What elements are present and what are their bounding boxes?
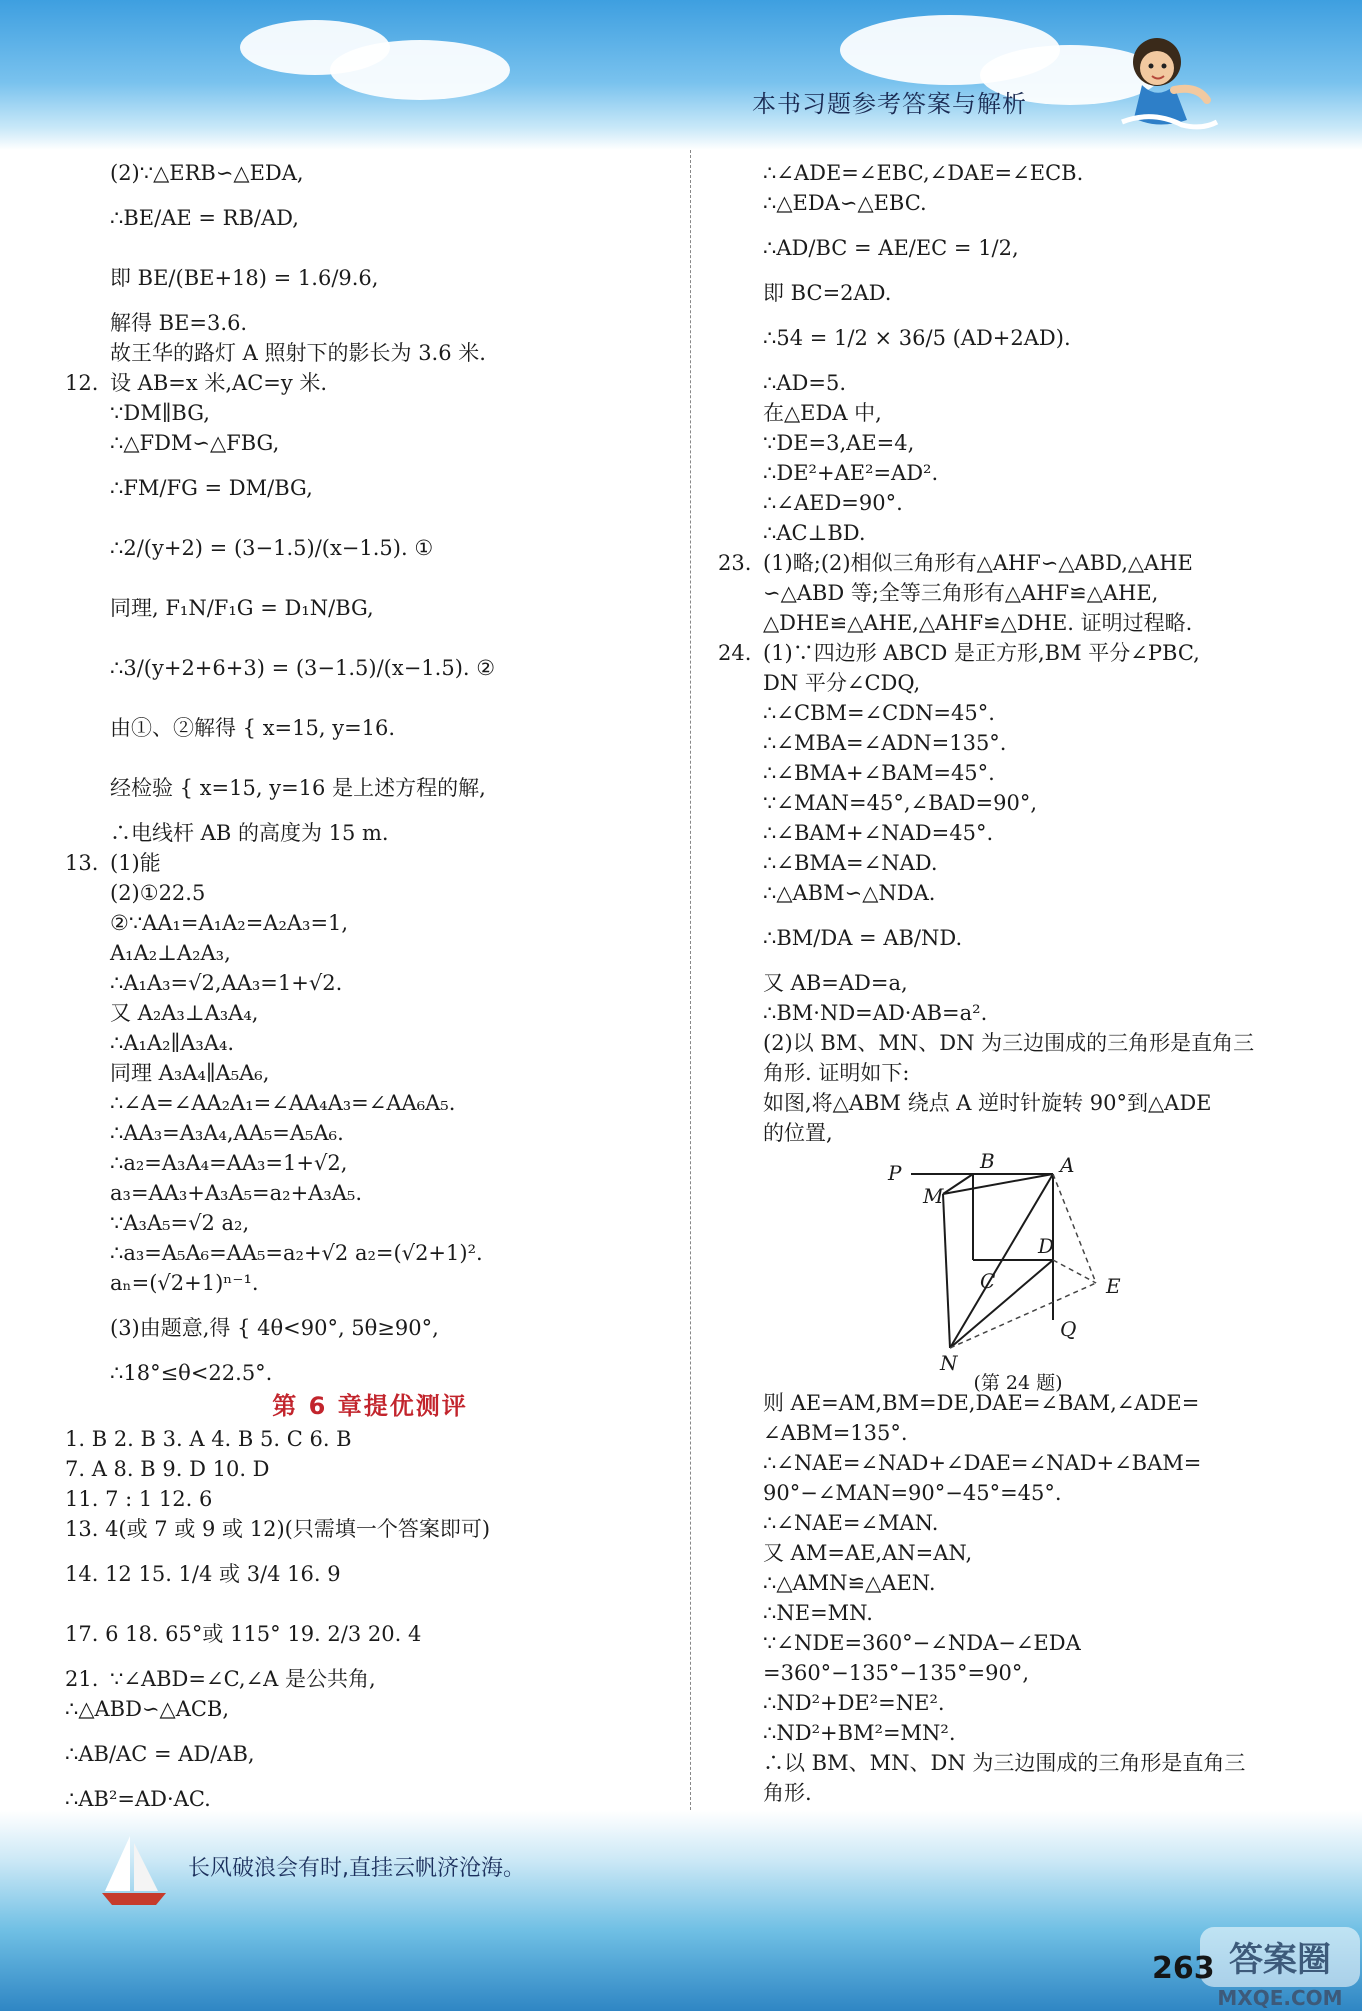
answer-line xyxy=(718,1568,1318,1598)
answer-line xyxy=(65,1148,675,1178)
answer-text: ∴AB/AC = AD/AB, xyxy=(65,1742,255,1766)
answer-line xyxy=(718,398,1318,428)
answer-line xyxy=(718,1448,1318,1478)
answer-line xyxy=(65,1694,675,1724)
answer-text: 故王华的路灯 A 照射下的影长为 3.6 米. xyxy=(110,341,486,365)
answer-text: 7. A 8. B 9. D 10. D xyxy=(65,1457,270,1481)
answer-text: 13. 4(或 7 或 9 或 12)(只需填一个答案即可) xyxy=(65,1517,491,1541)
answer-text: ∵∠ABD=∠C,∠A 是公共角, xyxy=(110,1667,376,1691)
label-Q: Q xyxy=(1060,1317,1077,1341)
answer-line xyxy=(65,1238,675,1268)
answer-text: ∴∠A=∠AA₂A₁=∠AA₄A₃=∠AA₆A₅. xyxy=(110,1091,456,1115)
answer-line xyxy=(65,968,675,998)
answer-line xyxy=(718,1478,1318,1508)
answer-text: 经检验 { x=15, y=16 是上述方程的解, xyxy=(110,776,486,800)
right-answer-lines xyxy=(718,158,1318,1148)
answer-line xyxy=(65,458,675,518)
answer-text: 又 A₂A₃⊥A₃A₄, xyxy=(110,1001,259,1025)
answer-text: ∵A₃A₅=√2 a₂, xyxy=(110,1211,250,1235)
answer-line xyxy=(65,1118,675,1148)
answer-line xyxy=(65,248,675,308)
answer-line xyxy=(65,1208,675,1238)
answer-text: ∠ABM=135°. xyxy=(763,1421,908,1445)
answer-text: ∴A₁A₃=√2,AA₃=1+√2. xyxy=(110,971,343,995)
answer-text: DN 平分∠CDQ, xyxy=(763,671,921,695)
answer-text: ∴BM·ND=AD·AB=a². xyxy=(763,1001,988,1025)
answer-text: ∴AA₃=A₃A₄,AA₅=A₅A₆. xyxy=(110,1121,344,1145)
answer-line xyxy=(65,878,675,908)
answer-text: (1)略;(2)相似三角形有△AHF∽△ABD,△AHE xyxy=(763,551,1193,575)
answer-text: ∴DE²+AE²=AD². xyxy=(763,461,939,485)
answer-line xyxy=(65,938,675,968)
answer-text: (1)∵四边形 ABCD 是正方形,BM 平分∠PBC, xyxy=(763,641,1200,665)
answer-text: ∴∠ADE=∠EBC,∠DAE=∠ECB. xyxy=(763,161,1084,185)
page-footer xyxy=(0,1811,1362,2011)
answer-text: 即 BC=2AD. xyxy=(763,281,892,305)
answer-text: 角形. 证明如下: xyxy=(763,1061,910,1085)
cloud-decoration xyxy=(330,40,510,100)
footer-slogan: 长风破浪会有时,直挂云帆济沧海。 xyxy=(188,1856,525,1881)
answer-line xyxy=(718,668,1318,698)
answer-line xyxy=(718,218,1318,278)
answer-line xyxy=(718,368,1318,398)
answer-line xyxy=(718,1118,1318,1148)
answer-line xyxy=(65,698,675,758)
page-number: 263 xyxy=(1152,1951,1215,1986)
answer-line xyxy=(65,638,675,698)
answer-text: ∴△AMN≌△AEN. xyxy=(763,1571,936,1595)
answer-line xyxy=(65,998,675,1028)
answer-text: ∴∠NAE=∠NAD+∠DAE=∠NAD+∠BAM= xyxy=(763,1451,1202,1475)
answer-text: ∵DM∥BG, xyxy=(110,401,210,425)
answer-text: 在△EDA 中, xyxy=(763,401,882,425)
answer-text: (2)①22.5 xyxy=(110,881,206,905)
answer-line xyxy=(65,1604,675,1664)
answer-text: A₁A₂⊥A₂A₃, xyxy=(110,941,231,965)
answer-text: ∴∠AED=90°. xyxy=(763,491,903,515)
answer-line xyxy=(718,698,1318,728)
answer-text: ∴A₁A₂∥A₃A₄. xyxy=(110,1031,235,1055)
column-divider xyxy=(690,150,691,1825)
answer-line xyxy=(65,1484,675,1514)
answer-line xyxy=(65,308,675,338)
answer-line xyxy=(65,398,675,428)
question-number: 12. xyxy=(65,371,99,395)
answer-line xyxy=(65,578,675,638)
answer-line xyxy=(65,428,675,458)
answer-text: aₙ=(√2+1)ⁿ⁻¹. xyxy=(110,1271,259,1295)
answer-line xyxy=(718,1778,1318,1808)
answer-line xyxy=(718,1658,1318,1688)
answer-line xyxy=(65,1088,675,1118)
answer-line xyxy=(65,1358,675,1388)
label-A: A xyxy=(1060,1153,1075,1177)
answer-line xyxy=(65,1028,675,1058)
answer-text: ∴∠BAM+∠NAD=45°. xyxy=(763,821,994,845)
answer-line xyxy=(718,1388,1318,1418)
answer-text: ∴NE=MN. xyxy=(763,1601,873,1625)
answer-text: ∴△ABM∽△NDA. xyxy=(763,881,936,905)
answer-text: 解得 BE=3.6. xyxy=(110,311,248,335)
answer-line xyxy=(718,1028,1318,1058)
right-answer-lines-after-figure xyxy=(718,1388,1318,1838)
answer-text: ∴AC⊥BD. xyxy=(763,521,866,545)
answer-line xyxy=(65,188,675,248)
answer-text: 如图,将△ABM 绕点 A 逆时针旋转 90°到△ADE xyxy=(763,1091,1212,1115)
answer-line xyxy=(65,1424,675,1454)
answer-text: ∴AD=5. xyxy=(763,371,846,395)
answer-line xyxy=(65,1544,675,1604)
answer-text: ∴a₃=A₅A₆=AA₅=a₂+√2 a₂=(√2+1)². xyxy=(110,1241,483,1265)
label-P: P xyxy=(888,1161,902,1185)
answer-text: ∵DE=3,AE=4, xyxy=(763,431,915,455)
answer-line xyxy=(718,1058,1318,1088)
section-title: 第 6 章提优测评 xyxy=(272,1392,468,1420)
page-header xyxy=(0,0,1362,150)
answer-line xyxy=(718,758,1318,788)
answer-line xyxy=(65,1268,675,1298)
answer-line xyxy=(718,878,1318,908)
answer-line xyxy=(718,968,1318,998)
answer-text: 14. 12 15. 1/4 或 3/4 16. 9 xyxy=(65,1562,341,1586)
answer-text: (2)∵△ERB∽△EDA, xyxy=(110,161,304,185)
answer-line xyxy=(718,518,1318,548)
answer-line xyxy=(65,368,675,398)
answer-line xyxy=(718,188,1318,218)
question-number: 24. xyxy=(718,641,752,665)
answer-line xyxy=(65,518,675,578)
left-answer-lines-after-section xyxy=(65,1424,675,1844)
answer-line xyxy=(65,1664,675,1694)
answer-line xyxy=(718,578,1318,608)
label-D: D xyxy=(1038,1234,1055,1258)
answer-text: ∴AB²=AD·AC. xyxy=(65,1787,211,1811)
answer-line xyxy=(65,848,675,878)
answer-text: 角形. xyxy=(763,1781,812,1805)
answer-line xyxy=(65,1178,675,1208)
answer-line xyxy=(718,488,1318,518)
answer-text: ∴△ABD∽△ACB, xyxy=(65,1697,230,1721)
answer-text: 又 AB=AD=a, xyxy=(763,971,908,995)
answer-text: =360°−135°−135°=90°, xyxy=(763,1661,1030,1685)
answer-text: ∴54 = 1/2 × 36/5 (AD+2AD). xyxy=(763,326,1071,350)
figure-caption: (第 24 题) xyxy=(973,1372,1063,1394)
answer-line xyxy=(65,1724,675,1784)
answer-text: ∴∠MBA=∠ADN=135°. xyxy=(763,731,1007,755)
answer-text: 11. 7 : 1 12. 6 xyxy=(65,1487,213,1511)
answer-line xyxy=(718,848,1318,878)
answer-text: (1)能 xyxy=(110,851,161,875)
question-number: 13. xyxy=(65,851,99,875)
answer-line xyxy=(718,548,1318,578)
answer-text: 则 AE=AM,BM=DE,DAE=∠BAM,∠ADE= xyxy=(763,1391,1200,1415)
answer-line xyxy=(718,638,1318,668)
answer-text: 由①、②解得 { x=15, y=16. xyxy=(110,716,396,740)
question-number: 23. xyxy=(718,551,752,575)
answer-line xyxy=(718,998,1318,1028)
answer-line xyxy=(718,608,1318,638)
answer-text: ∴ND²+BM²=MN². xyxy=(763,1721,956,1745)
answer-line xyxy=(718,1598,1318,1628)
answer-text: 设 AB=x 米,AC=y 米. xyxy=(110,371,328,395)
answer-text: ∴△EDA∽△EBC. xyxy=(763,191,927,215)
answer-line xyxy=(65,908,675,938)
answer-text: 90°−∠MAN=90°−45°=45°. xyxy=(763,1481,1062,1505)
right-column xyxy=(718,158,1318,1838)
answer-line xyxy=(65,818,675,848)
answer-text: ∴∠CBM=∠CDN=45°. xyxy=(763,701,995,725)
answer-line xyxy=(718,158,1318,188)
answer-line xyxy=(718,458,1318,488)
answer-text: ∴FM/FG = DM/BG, xyxy=(110,476,313,500)
answer-line xyxy=(65,1784,675,1814)
answer-text: (2)以 BM、MN、DN 为三边围成的三角形是直角三 xyxy=(763,1031,1255,1055)
answer-line xyxy=(718,1688,1318,1718)
answer-line xyxy=(718,308,1318,368)
answer-text: 的位置, xyxy=(763,1121,833,1145)
answer-text: ∴△FDM∽△FBG, xyxy=(110,431,280,455)
answer-line xyxy=(718,1508,1318,1538)
answer-text: 17. 6 18. 65°或 115° 19. 2/3 20. 4 xyxy=(65,1622,422,1646)
answer-text: ∴2/(y+2) = (3−1.5)/(x−1.5). ① xyxy=(110,536,434,560)
answer-line xyxy=(718,908,1318,968)
answer-text: ∴以 BM、MN、DN 为三边围成的三角形是直角三 xyxy=(763,1751,1246,1775)
geometry-figure-24 xyxy=(718,1148,1318,1394)
answer-text: ∴a₂=A₃A₄=AA₃=1+√2, xyxy=(110,1151,348,1175)
answer-line xyxy=(65,758,675,818)
watermark-logo xyxy=(1195,1919,1362,2011)
answer-line xyxy=(65,338,675,368)
answer-text: ∽△ABD 等;全等三角形有△AHF≌△AHE, xyxy=(763,581,1159,605)
answer-line xyxy=(718,1628,1318,1658)
answer-text: 同理, F₁N/F₁G = D₁N/BG, xyxy=(110,596,374,620)
answer-text: ∴18°≤θ<22.5°. xyxy=(110,1361,273,1385)
header-title: 本书习题参考答案与解析 xyxy=(752,90,1027,118)
answer-text: ∴ND²+DE²=NE². xyxy=(763,1691,945,1715)
answer-text: ∴∠BMA+∠BAM=45°. xyxy=(763,761,995,785)
answer-text: △DHE≌△AHE,△AHF≌△DHE. 证明过程略. xyxy=(763,611,1193,635)
answer-line xyxy=(65,158,675,188)
answer-text: ∴电线杆 AB 的高度为 15 m. xyxy=(110,821,389,845)
answer-line xyxy=(718,278,1318,308)
answer-line xyxy=(718,1538,1318,1568)
answer-line xyxy=(65,1514,675,1544)
label-C: C xyxy=(980,1269,996,1293)
answer-text: ∴∠BMA=∠NAD. xyxy=(763,851,938,875)
left-answer-lines xyxy=(65,158,675,1388)
answer-text: ∵∠NDE=360°−∠NDA−∠EDA xyxy=(763,1631,1081,1655)
answer-line xyxy=(718,1418,1318,1448)
answer-text: ∴3/(y+2+6+3) = (3−1.5)/(x−1.5). ② xyxy=(110,656,496,680)
answer-text: ∴BE/AE = RB/AD, xyxy=(110,206,299,230)
answer-line xyxy=(718,1748,1318,1778)
answer-text: (3)由题意,得 { 4θ<90°, 5θ≥90°, xyxy=(110,1316,439,1340)
answer-text: 同理 A₃A₄∥A₅A₆, xyxy=(110,1061,270,1085)
answer-text: 1. B 2. B 3. A 4. B 5. C 6. B xyxy=(65,1427,352,1451)
geometry-diagram xyxy=(718,1148,1318,1378)
answer-line xyxy=(718,728,1318,758)
answer-line xyxy=(65,1454,675,1484)
sailboat-icon xyxy=(100,1831,170,1911)
answer-text: ∴AD/BC = AE/EC = 1/2, xyxy=(763,236,1019,260)
left-column xyxy=(65,158,675,1844)
answer-text: ②∵AA₁=A₁A₂=A₂A₃=1, xyxy=(110,911,349,935)
label-N: N xyxy=(940,1351,958,1375)
svg-text:MXQE.COM: MXQE.COM xyxy=(1217,1986,1343,2010)
answer-text: 又 AM=AE,AN=AN, xyxy=(763,1541,973,1565)
answer-text: ∵∠MAN=45°,∠BAD=90°, xyxy=(763,791,1038,815)
answer-line xyxy=(65,1058,675,1088)
answer-line xyxy=(718,428,1318,458)
label-B: B xyxy=(980,1149,995,1173)
mascot-girl-icon xyxy=(1112,30,1222,135)
answer-text: ∴BM/DA = AB/ND. xyxy=(763,926,963,950)
answer-line xyxy=(718,1718,1318,1748)
answer-line xyxy=(65,1298,675,1358)
answer-text: ∴∠NAE=∠MAN. xyxy=(763,1511,939,1535)
answer-line xyxy=(718,1088,1318,1118)
svg-text:答案圈: 答案圈 xyxy=(1229,1940,1331,1980)
question-number: 21. xyxy=(65,1667,99,1691)
answer-text: 即 BE/(BE+18) = 1.6/9.6, xyxy=(110,266,379,290)
label-E: E xyxy=(1106,1274,1121,1298)
answer-line xyxy=(718,818,1318,848)
answer-line xyxy=(718,788,1318,818)
label-M: M xyxy=(923,1184,944,1208)
answer-text: a₃=AA₃+A₃A₅=a₂+A₃A₅. xyxy=(110,1181,363,1205)
